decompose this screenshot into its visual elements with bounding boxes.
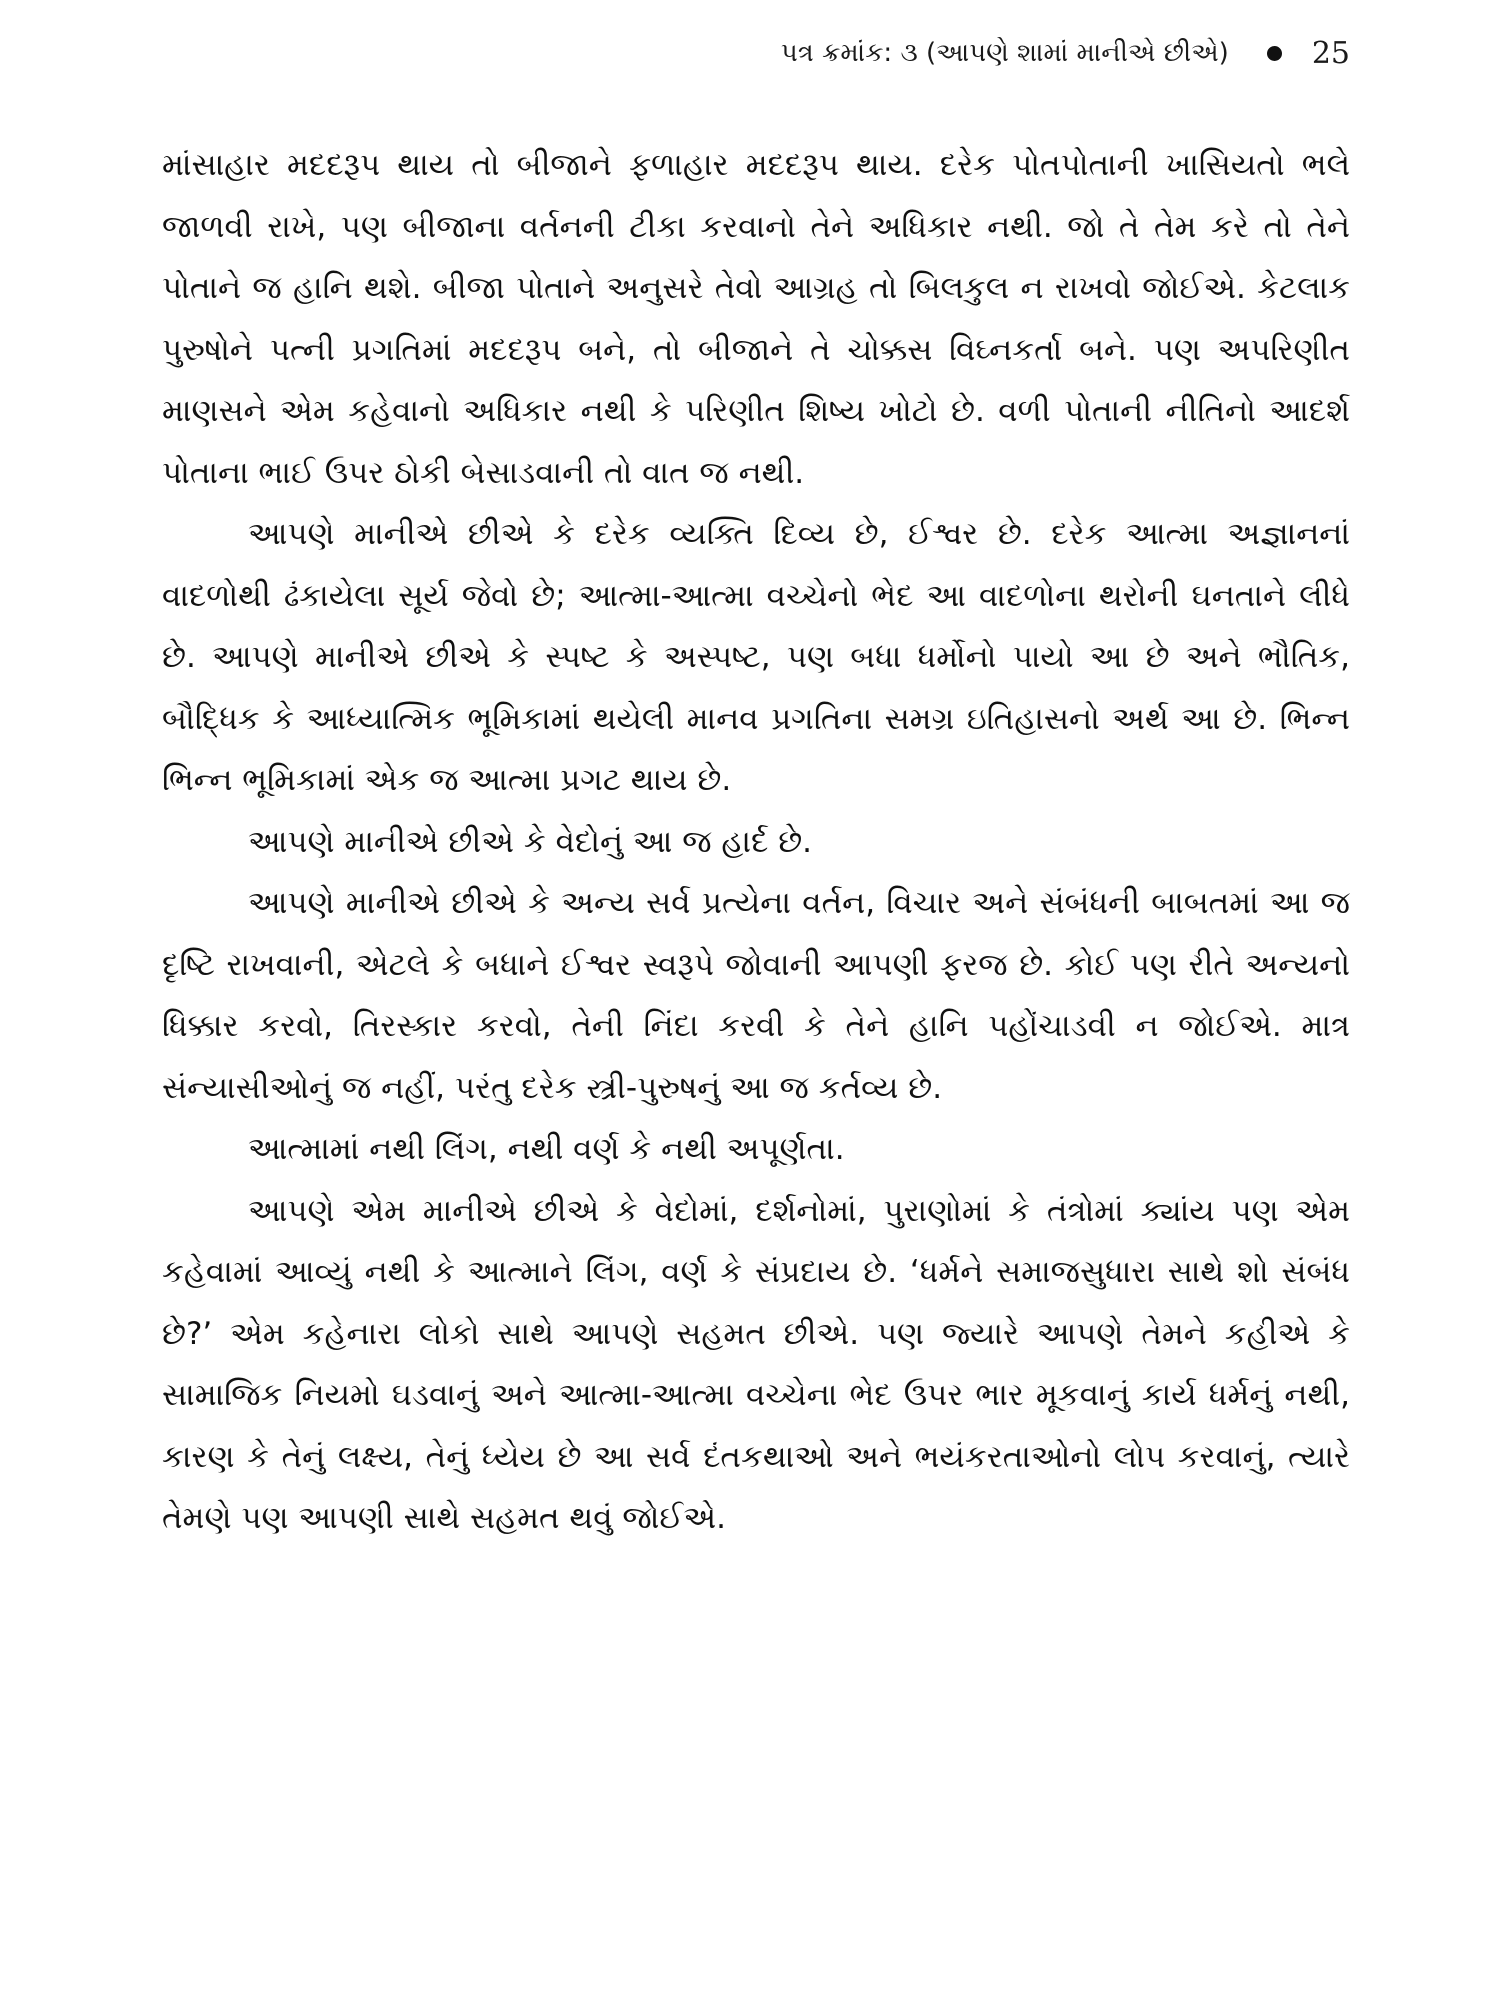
paragraph: આપણે માનીએ છીએ કે અન્ય સર્વ પ્રત્યેના વર્તન, વિચાર અને સંબંધની બાબતમાં આ જ દૃષ્ટિ રાખવાની, એટલે કે બધાને ઈશ્વર સ્વરૂપે જોવાની આપણી ફરજ છે. કોઈ પણ રીતે અન્યનો ધિક્કાર કરવો, તિરસ્કાર કરવો, તેની નિંદા કરવી કે તેને હાનિ પહોંચાડવી ન જોઈએ. માત્ર સંન્યાસીઓનું જ નહીં, પરંતુ દરેક સ્ત્રી-પુરુષનું આ જ કર્તવ્ય છે. bbox=[162, 885, 1350, 1106]
page-number: 25 bbox=[1311, 35, 1350, 71]
bullet-icon bbox=[1267, 46, 1282, 61]
paragraph: આપણે માનીએ છીએ કે વેદોનું આ જ હાર્દ છે. bbox=[248, 823, 813, 860]
running-header bbox=[160, 28, 1350, 78]
paragraph: માંસાહાર મદદરૂપ થાય તો બીજાને ફળાહાર મદદરૂપ થાય. દરેક પોતપોતાની ખાસિયતો ભલે જાળવી રાખે, પણ બીજાના વર્તનની ટીકા કરવાનો તેને અધિકાર નથી. જો તે તેમ કરે તો તેને પોતાને જ હાનિ થશે. બીજા પોતાને અનુસરે તેવો આગ્રહ તો બિલકુલ ન રાખવો જોઈએ. કેટલાક પુરુષોને પત્ની પ્રગતિમાં મદદરૂપ બને, તો બીજાને તે ચોક્કસ વિઘ્નકર્તા બને. પણ અપરિણીત માણસને એમ કહેવાનો અધિકાર નથી કે પરિણીત શિષ્ય ખોટો છે. વળી પોતાની નીતિનો આદર્શ પોતાના ભાઈ ઉપર ઠોકી બેસાડવાની તો વાત જ નથી. bbox=[162, 147, 1350, 491]
paragraph: આપણે માનીએ છીએ કે દરેક વ્યક્તિ દિવ્ય છે, ઈશ્વર છે. દરેક આત્મા અજ્ઞાનનાં વાદળોથી ઢંકાયેલા સૂર્ય જેવો છે; આત્મા-આત્મા વચ્ચેનો ભેદ આ વાદળોના થરોની ઘનતાને લીધે છે. આપણે માનીએ છીએ કે સ્પષ્ટ કે અસ્પષ્ટ, પણ બધા ધર્મોનો પાયો આ છે અને ભૌતિક, બૌદ્ધિક કે આધ્યાત્મિક ભૂમિકામાં થયેલી માનવ પ્રગતિના સમગ્ર ઇતિહાસનો અર્થ આ છે. ભિન્ન ભિન્ન ભૂમિકામાં એક જ આત્મા પ્રગટ થાય છે. bbox=[162, 516, 1350, 798]
chapter-title: પત્ર ક્રમાંક: ૩ (આપણે શામાં માનીએ છીએ) bbox=[780, 37, 1229, 68]
paragraph: આપણે એમ માનીએ છીએ કે વેદોમાં, દર્શનોમાં, પુરાણોમાં કે તંત્રોમાં ક્યાંય પણ એમ કહેવામાં આવ્યું નથી કે આત્માને લિંગ, વર્ણ કે સંપ્રદાય છે. ‘ધર્મને સમાજસુધારા સાથે શો સંબંધ છે?’ એમ કહેનારા લોકો સાથે આપણે સહમત છીએ. પણ જ્યારે આપણે તેમને કહીએ કે સામાજિક નિયમો ઘડવાનું અને આત્મા-આત્મા વચ્ચેના ભેદ ઉપર ભાર મૂકવાનું કાર્ય ધર્મનું નથી, કારણ કે તેનું લક્ષ્ય, તેનું ધ્યેય છે આ સર્વ દંતકથાઓ અને ભયંકરતાઓનો લોપ કરવાનું, ત્યારે તેમણે પણ આપણી સાથે સહમત થવું જોઈએ. bbox=[162, 1192, 1350, 1536]
paragraph: આત્મામાં નથી લિંગ, નથી વર્ણ કે નથી અપૂર્ણતા. bbox=[248, 1131, 845, 1167]
body-text bbox=[162, 135, 1350, 1550]
